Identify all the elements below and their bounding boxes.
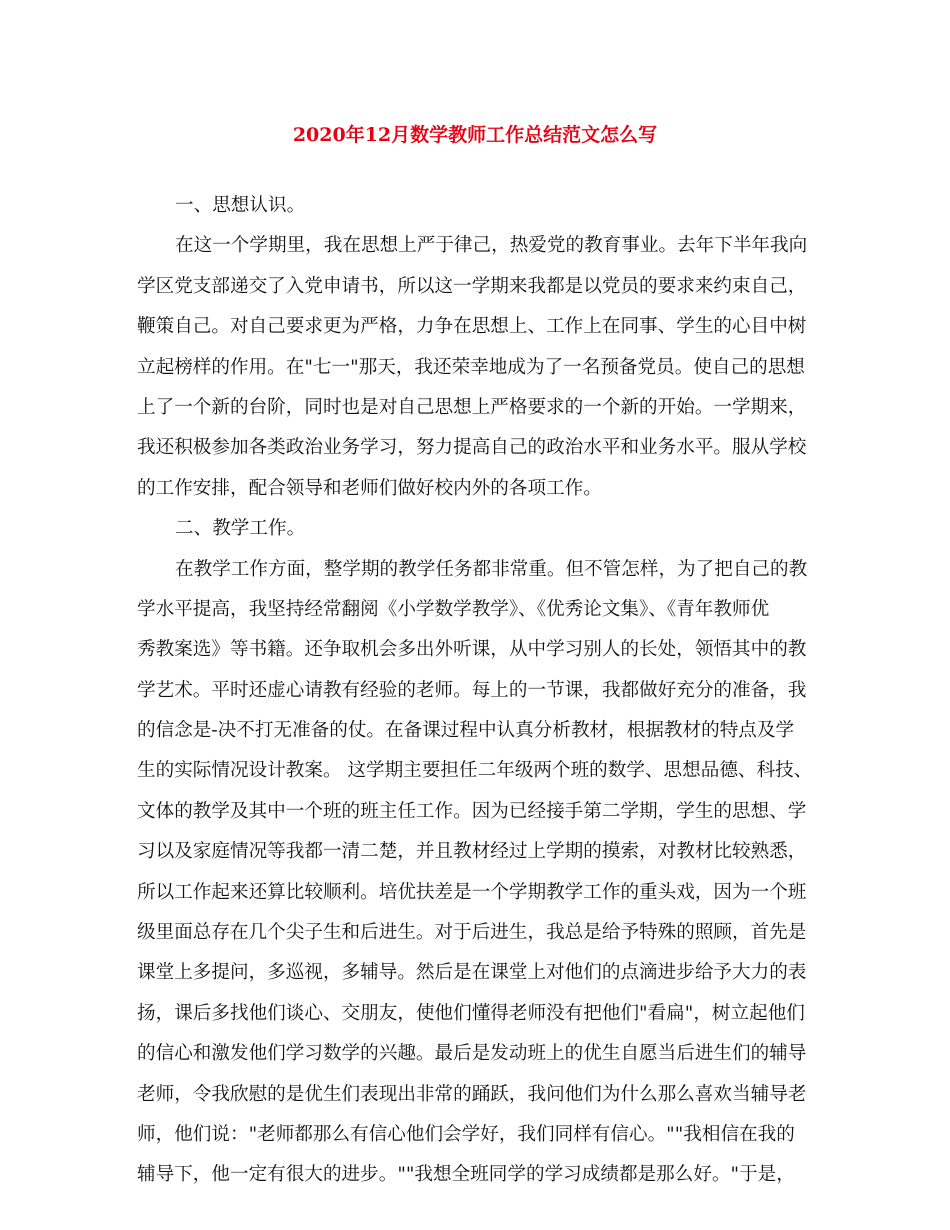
text-line: 习以及家庭情况等我都一清二楚，并且教材经过上学期的摸索，对教材比较熟悉， bbox=[137, 841, 807, 863]
text-line: 所以工作起来还算比较顺利。培优扶差是一个学期教学工作的重头戏，因为一个班 bbox=[137, 881, 807, 903]
document-body bbox=[137, 186, 822, 1196]
document-title: 2020年12月数学教师工作总结范文怎么写 bbox=[292, 124, 658, 146]
text-line: 学区党支部递交了入党申请书，所以这一学期来我都是以党员的要求来约束自己， bbox=[137, 275, 807, 297]
text-line: 生的实际情况设计教案。 这学期主要担任二年级两个班的数学、思想品德、科技、 bbox=[137, 760, 813, 782]
text-line: 我还积极参加各类政治业务学习，努力提高自己的政治水平和业务水平。服从学校 bbox=[137, 437, 807, 459]
text-line: 在这一个学期里，我在思想上严于律己，热爱党的教育事业。去年下半年我向 bbox=[175, 235, 808, 257]
text-line: 在教学工作方面，整学期的教学任务都非常重。但不管怎样，为了把自己的教 bbox=[175, 558, 808, 580]
text-line: 学水平提高，我坚持经常翻阅《小学数学教学》、《优秀论文集》、《青年教师优 bbox=[137, 598, 770, 620]
text-line: 老师，令我欣慰的是优生们表现出非常的踊跃，我问他们为什么那么喜欢当辅导老 bbox=[137, 1083, 807, 1105]
text-line: 的信念是-决不打无准备的仗。在备课过程中认真分析教材，根据教材的特点及学 bbox=[137, 720, 795, 742]
text-line: 学艺术。平时还虚心请教有经验的老师。每上的一节课，我都做好充分的准备，我 bbox=[137, 679, 807, 701]
text-line: 扬，课后多找他们谈心、交朋友，使他们懂得老师没有把他们"看扁"，树立起他们 bbox=[137, 1002, 805, 1024]
text-line: 师，他们说："老师都那么有信心他们会学好，我们同样有信心。""我相信在我的 bbox=[137, 1123, 795, 1145]
text-line: 的信心和激发他们学习数学的兴趣。最后是发动班上的优生自愿当后进生们的辅导 bbox=[137, 1043, 807, 1065]
text-line: 的工作安排，配合领导和老师们做好校内外的各项工作。 bbox=[137, 477, 602, 499]
text-line: 文体的教学及其中一个班的班主任工作。因为已经接手第二学期，学生的思想、学 bbox=[137, 800, 807, 822]
text-line: 级里面总存在几个尖子生和后进生。对于后进生，我总是给予特殊的照顾，首先是 bbox=[137, 922, 807, 944]
text-line: 一、思想认识。 bbox=[175, 195, 306, 216]
text-line: 立起榜样的作用。在"七一"那天，我还荣幸地成为了一名预备党员。使自己的思想 bbox=[137, 356, 805, 378]
text-line: 上了一个新的台阶，同时也是对自己思想上严格要求的一个新的开始。一学期来， bbox=[137, 396, 807, 418]
text-line: 鞭策自己。对自己要求更为严格，力争在思想上、工作上在同事、学生的心目中树 bbox=[137, 316, 807, 338]
text-line: 二、教学工作。 bbox=[175, 518, 306, 540]
text-line: 课堂上多提问，多巡视，多辅导。然后是在课堂上对他们的点滴进步给予大力的表 bbox=[137, 962, 807, 984]
text-line: 辅导下，他一定有很大的进步。""我想全班同学的学习成绩都是那么好。"于是， bbox=[137, 1164, 795, 1186]
text-line: 秀教案选》等书籍。还争取机会多出外听课，从中学习别人的长处，领悟其中的教 bbox=[137, 639, 807, 661]
